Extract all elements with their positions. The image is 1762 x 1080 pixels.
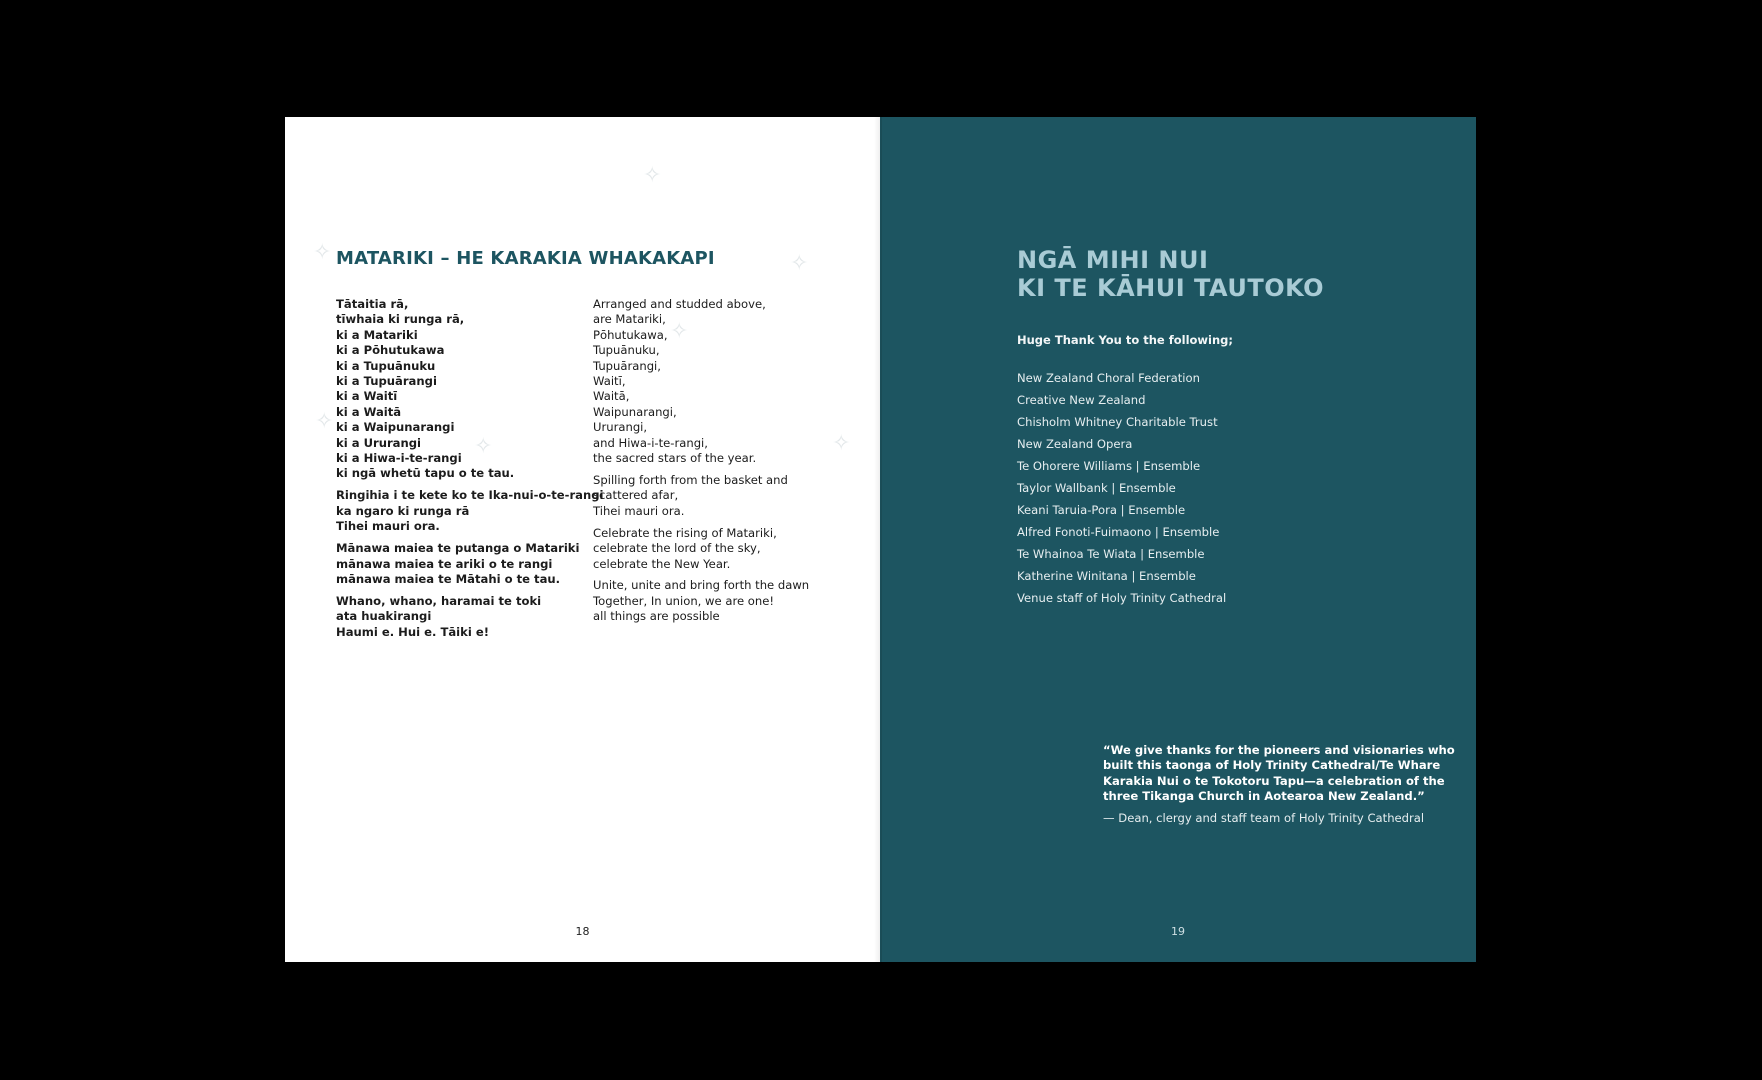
verse-line: scattered afar,	[593, 488, 679, 503]
thanks-item: Te Ohorere Williams | Ensemble	[1017, 459, 1201, 473]
quote-attribution: — Dean, clergy and staff team of Holy Trinity Cathedral	[1103, 810, 1425, 825]
verse-line: Mānawa maiea te putanga o Matariki	[336, 541, 580, 556]
stanza	[336, 297, 586, 482]
sparkle-icon: ✧	[474, 434, 493, 459]
verse-line: Tihei mauri ora.	[336, 519, 440, 534]
thanks-item: Chisholm Whitney Charitable Trust	[1017, 415, 1218, 429]
verse-line: Tupuārangi,	[593, 358, 661, 373]
thanks-item: Taylor Wallbank | Ensemble	[1017, 481, 1176, 495]
title-line: KI TE KĀHUI TAUTOKO	[1017, 274, 1325, 302]
thanks-item: Te Whainoa Te Wiata | Ensemble	[1017, 547, 1205, 561]
thanks-intro: Huge Thank You to the following;	[1017, 333, 1234, 347]
page-number: 19	[1171, 925, 1185, 938]
verse-line: Haumi e. Hui e. Tāiki e!	[336, 624, 490, 639]
verse-line: Whano, whano, haramai te toki	[336, 593, 542, 608]
english-translation-column	[593, 297, 813, 631]
stanza	[593, 297, 813, 466]
verse-line: Tātaitia rā,	[336, 297, 409, 311]
verse-line: celebrate the lord of the sky,	[593, 541, 761, 556]
thanks-item: Alfred Fonoti-Fuimaono | Ensemble	[1017, 525, 1220, 539]
verse-line: ki a Matariki	[336, 327, 418, 342]
acknowledgements-title	[1017, 246, 1324, 302]
sparkle-icon: ✧	[313, 240, 332, 265]
sparkle-icon: ✧	[790, 251, 809, 276]
verse-line: Tihei mauri ora.	[593, 503, 685, 518]
stanza	[336, 594, 586, 640]
quote-line: Karakia Nui o te Tokotoru Tapu—a celebration of the	[1103, 773, 1445, 788]
verse-line: ki ngā whetū tapu o te tau.	[336, 466, 515, 481]
verse-line: Waitī,	[593, 374, 626, 389]
page-gutter	[874, 117, 882, 962]
verse-line: ki a Tupuānuku	[336, 358, 436, 373]
verse-line: ki a Hiwa-i-te-rangi	[336, 451, 462, 466]
thanks-item: New Zealand Opera	[1017, 437, 1133, 451]
thanks-list	[1017, 367, 1226, 609]
verse-line: Unite, unite and bring forth the dawn	[593, 578, 810, 593]
stanza	[593, 526, 813, 572]
verse-line: Spilling forth from the basket and	[593, 472, 788, 487]
thanks-item: New Zealand Choral Federation	[1017, 371, 1200, 385]
page-right	[880, 117, 1476, 962]
title-line: NGĀ MIHI NUI	[1017, 246, 1209, 274]
page-title: MATARIKI – HE KARAKIA WHAKAKAPI	[336, 248, 715, 269]
sparkle-icon: ✧	[832, 431, 851, 456]
stanza	[593, 473, 813, 519]
booklet-spread	[285, 117, 1476, 962]
verse-line: the sacred stars of the year.	[593, 451, 757, 466]
verse-line: Ringihia i te kete ko te Ika-nui-o-te-rangi	[336, 488, 604, 503]
verse-line: Together, In union, we are one!	[593, 593, 774, 608]
verse-line: tīwhaia ki runga rā,	[336, 312, 465, 327]
quote-line: “We give thanks for the pioneers and visionaries who	[1103, 743, 1455, 757]
sparkle-icon: ✧	[643, 163, 662, 188]
verse-line: ki a Tupuārangi	[336, 374, 437, 389]
verse-line: Waitā,	[593, 389, 630, 404]
verse-line: Pōhutukawa,	[593, 327, 668, 342]
stanza	[336, 541, 586, 587]
page-left	[285, 117, 880, 962]
verse-line: Celebrate the rising of Matariki,	[593, 525, 777, 540]
page-number: 18	[575, 925, 590, 938]
verse-line: are Matariki,	[593, 312, 666, 327]
verse-line: Tupuānuku,	[593, 343, 660, 358]
verse-line: and Hiwa-i-te-rangi,	[593, 435, 708, 450]
verse-line: ki a Ururangi	[336, 435, 422, 450]
verse-line: ata huakirangi	[336, 609, 432, 624]
stanza	[593, 578, 813, 624]
thanks-item: Keani Taruia-Pora | Ensemble	[1017, 503, 1186, 517]
sparkle-icon: ✧	[670, 319, 689, 344]
thanks-item: Creative New Zealand	[1017, 393, 1146, 407]
verse-line: Waipunarangi,	[593, 404, 677, 419]
cathedral-quote	[1103, 743, 1455, 825]
verse-line: Arranged and studded above,	[593, 297, 766, 311]
verse-line: mānawa maiea te Mātahi o te tau.	[336, 571, 561, 586]
verse-line: Ururangi,	[593, 420, 648, 435]
verse-line: ki a Pōhutukawa	[336, 343, 445, 358]
verse-line: ki a Waipunarangi	[336, 420, 455, 435]
verse-line: ki a Waitī	[336, 389, 398, 404]
thanks-item: Katherine Winitana | Ensemble	[1017, 569, 1196, 583]
stanza	[336, 488, 604, 534]
quote-line: three Tikanga Church in Aotearoa New Zealand.”	[1103, 789, 1425, 804]
thanks-item: Venue staff of Holy Trinity Cathedral	[1017, 591, 1227, 605]
verse-line: ki a Waitā	[336, 404, 402, 419]
maori-karakia-column	[336, 297, 604, 647]
verse-line: all things are possible	[593, 609, 720, 624]
sparkle-icon: ✧	[315, 409, 334, 434]
quote-text	[1103, 743, 1455, 805]
verse-line: mānawa maiea te ariki o te rangi	[336, 556, 553, 571]
verse-line: ka ngaro ki runga rā	[336, 503, 470, 518]
quote-line: built this taonga of Holy Trinity Cathedral/Te Whare	[1103, 758, 1441, 773]
verse-line: celebrate the New Year.	[593, 556, 731, 571]
